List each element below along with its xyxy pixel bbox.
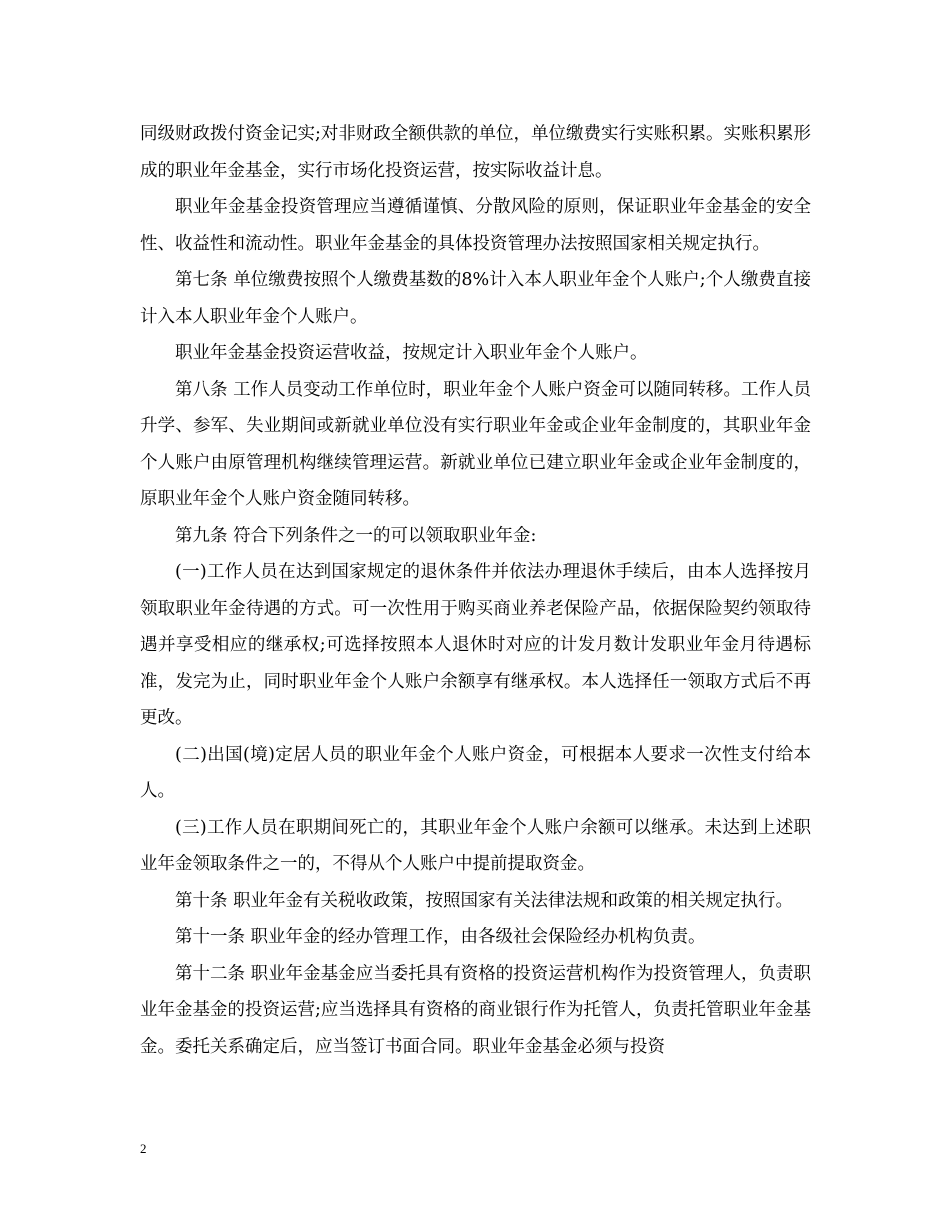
paragraph-article-8: 第八条 工作人员变动工作单位时，职业年金个人账户资金可以随同转移。工作人员升学、参军、失业期间或新就业单位没有实行职业年金或企业年金制度的，其职业年金个人账户由原管理机构继续管理运营。新就业单位已建立职业年金或企业年金制度的，原职业年金个人账户资金随同转移。 bbox=[140, 379, 811, 509]
paragraph-clause-1: (一)工作人员在达到国家规定的退休条件并依法办理退休手续后，由本人选择按月领取职业年金待遇的方式。可一次性用于购买商业养老保险产品，依据保险契约领取待遇并享受相应的继承权;可选择按照本人退休时对应的计发月数计发职业年金月待遇标准，发完为止，同时职业年金个人账户余额享有继承权。本人选择任一领取方式后不再更改。 bbox=[140, 562, 811, 728]
paragraph-1: 同级财政拨付资金记实;对非财政全额供款的单位，单位缴费实行实账积累。实账积累形成的职业年金基金，实行市场化投资运营，按实际收益计息。 bbox=[140, 124, 811, 181]
page-number: 2 bbox=[140, 1141, 147, 1156]
page-body bbox=[140, 116, 811, 1065]
paragraph-article-12: 第十二条 职业年金基金应当委托具有资格的投资运营机构作为投资管理人，负责职业年金基金的投资运营;应当选择具有资格的商业银行作为托管人，负责托管职业年金基金。委托关系确定后，应当签订书面合同。职业年金基金必须与投资 bbox=[140, 963, 811, 1057]
paragraph-clause-3: (三)工作人员在职期间死亡的，其职业年金个人账户余额可以继承。未达到上述职业年金领取条件之一的，不得从个人账户中提前提取资金。 bbox=[140, 817, 811, 874]
paragraph-article-9: 第九条 符合下列条件之一的可以领取职业年金: bbox=[175, 525, 537, 546]
paragraph-clause-2: (二)出国(境)定居人员的职业年金个人账户资金，可根据本人要求一次性支付给本人。 bbox=[140, 744, 811, 801]
paragraph-2: 职业年金基金投资管理应当遵循谨慎、分散风险的原则，保证职业年金基金的安全性、收益性和流动性。职业年金基金的具体投资管理办法按照国家相关规定执行。 bbox=[140, 197, 811, 254]
paragraph-article-10: 第十条 职业年金有关税收政策，按照国家有关法律法规和政策的相关规定执行。 bbox=[175, 890, 794, 911]
paragraph-article-7: 第七条 单位缴费按照个人缴费基数的8%计入本人职业年金个人账户;个人缴费直接计入本人职业年金个人账户。 bbox=[140, 270, 811, 327]
paragraph-4: 职业年金基金投资运营收益，按规定计入职业年金个人账户。 bbox=[175, 343, 648, 363]
paragraph-article-11: 第十一条 职业年金的经办管理工作，由各级社会保险经办机构负责。 bbox=[175, 927, 706, 947]
